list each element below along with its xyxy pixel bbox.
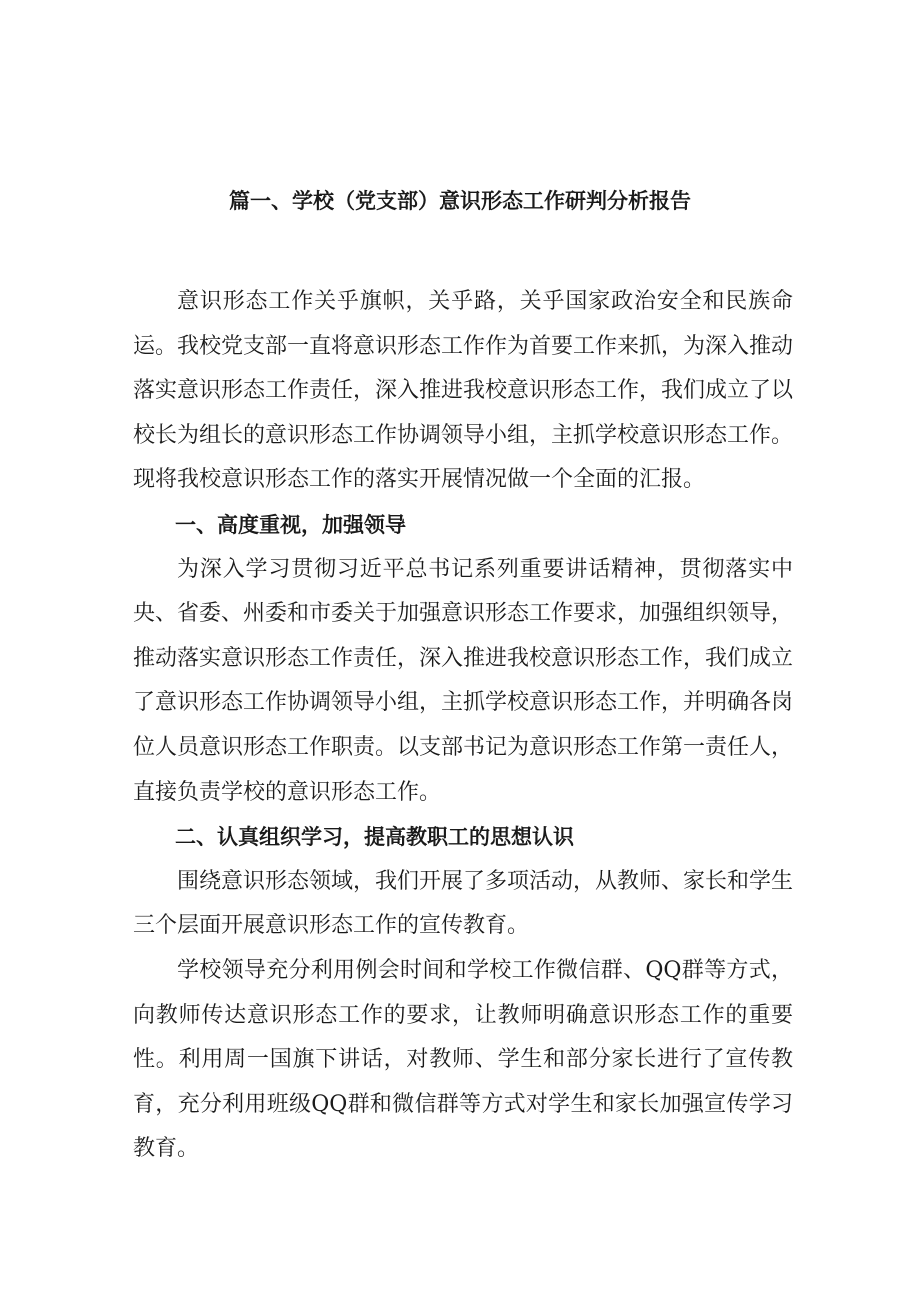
section-2-paragraph-2: 学校领导充分利用例会时间和学校工作微信群、QQ群等方式，向教师传达意识形态工作的要求，让教师明确意识形态工作的重要性。利用周一国旗下讲话，对教师、学生和部分家长进行了宣传教育，充分利用班级QQ群和微信群等方式对学生和家长加强宣传学习教育。 (133, 957, 793, 1162)
section-heading-1: 一、高度重视，加强领导 (175, 512, 406, 537)
section-heading-2: 二、认真组织学习，提高教职工的思想认识 (175, 825, 574, 850)
intro-paragraph: 意识形态工作关乎旗帜，关乎路，关乎国家政治安全和民族命运。我校党支部一直将意识形态工作作为首要工作来抓，为深入推动落实意识形态工作责任，深入推进我校意识形态工作，我们成立了以校长为组长的意识形态工作协调领导小组，主抓学校意识形态工作。现将我校意识形态工作的落实开展情况做一个全面的汇报。 (133, 289, 794, 493)
section-1-paragraph: 为深入学习贯彻习近平总书记系列重要讲话精神，贯彻落实中央、省委、州委和市委关于加强意识形态工作要求，加强组织领导，推动落实意识形态工作责任，深入推进我校意识形态工作，我们成立了意识形态工作协调领导小组，主抓学校意识形态工作，并明确各岗位人员意识形态工作职责。以支部书记为意识形态工作第一责任人，直接负责学校的意识形态工作。 (133, 556, 794, 805)
section-2-paragraph-1: 围绕意识形态领域，我们开展了多项活动，从教师、家长和学生三个层面开展意识形态工作的宣传教育。 (133, 868, 794, 939)
document-body (133, 280, 793, 1172)
document-title: 篇一、学校（党支部）意识形态工作研判分析报告 (229, 189, 691, 213)
